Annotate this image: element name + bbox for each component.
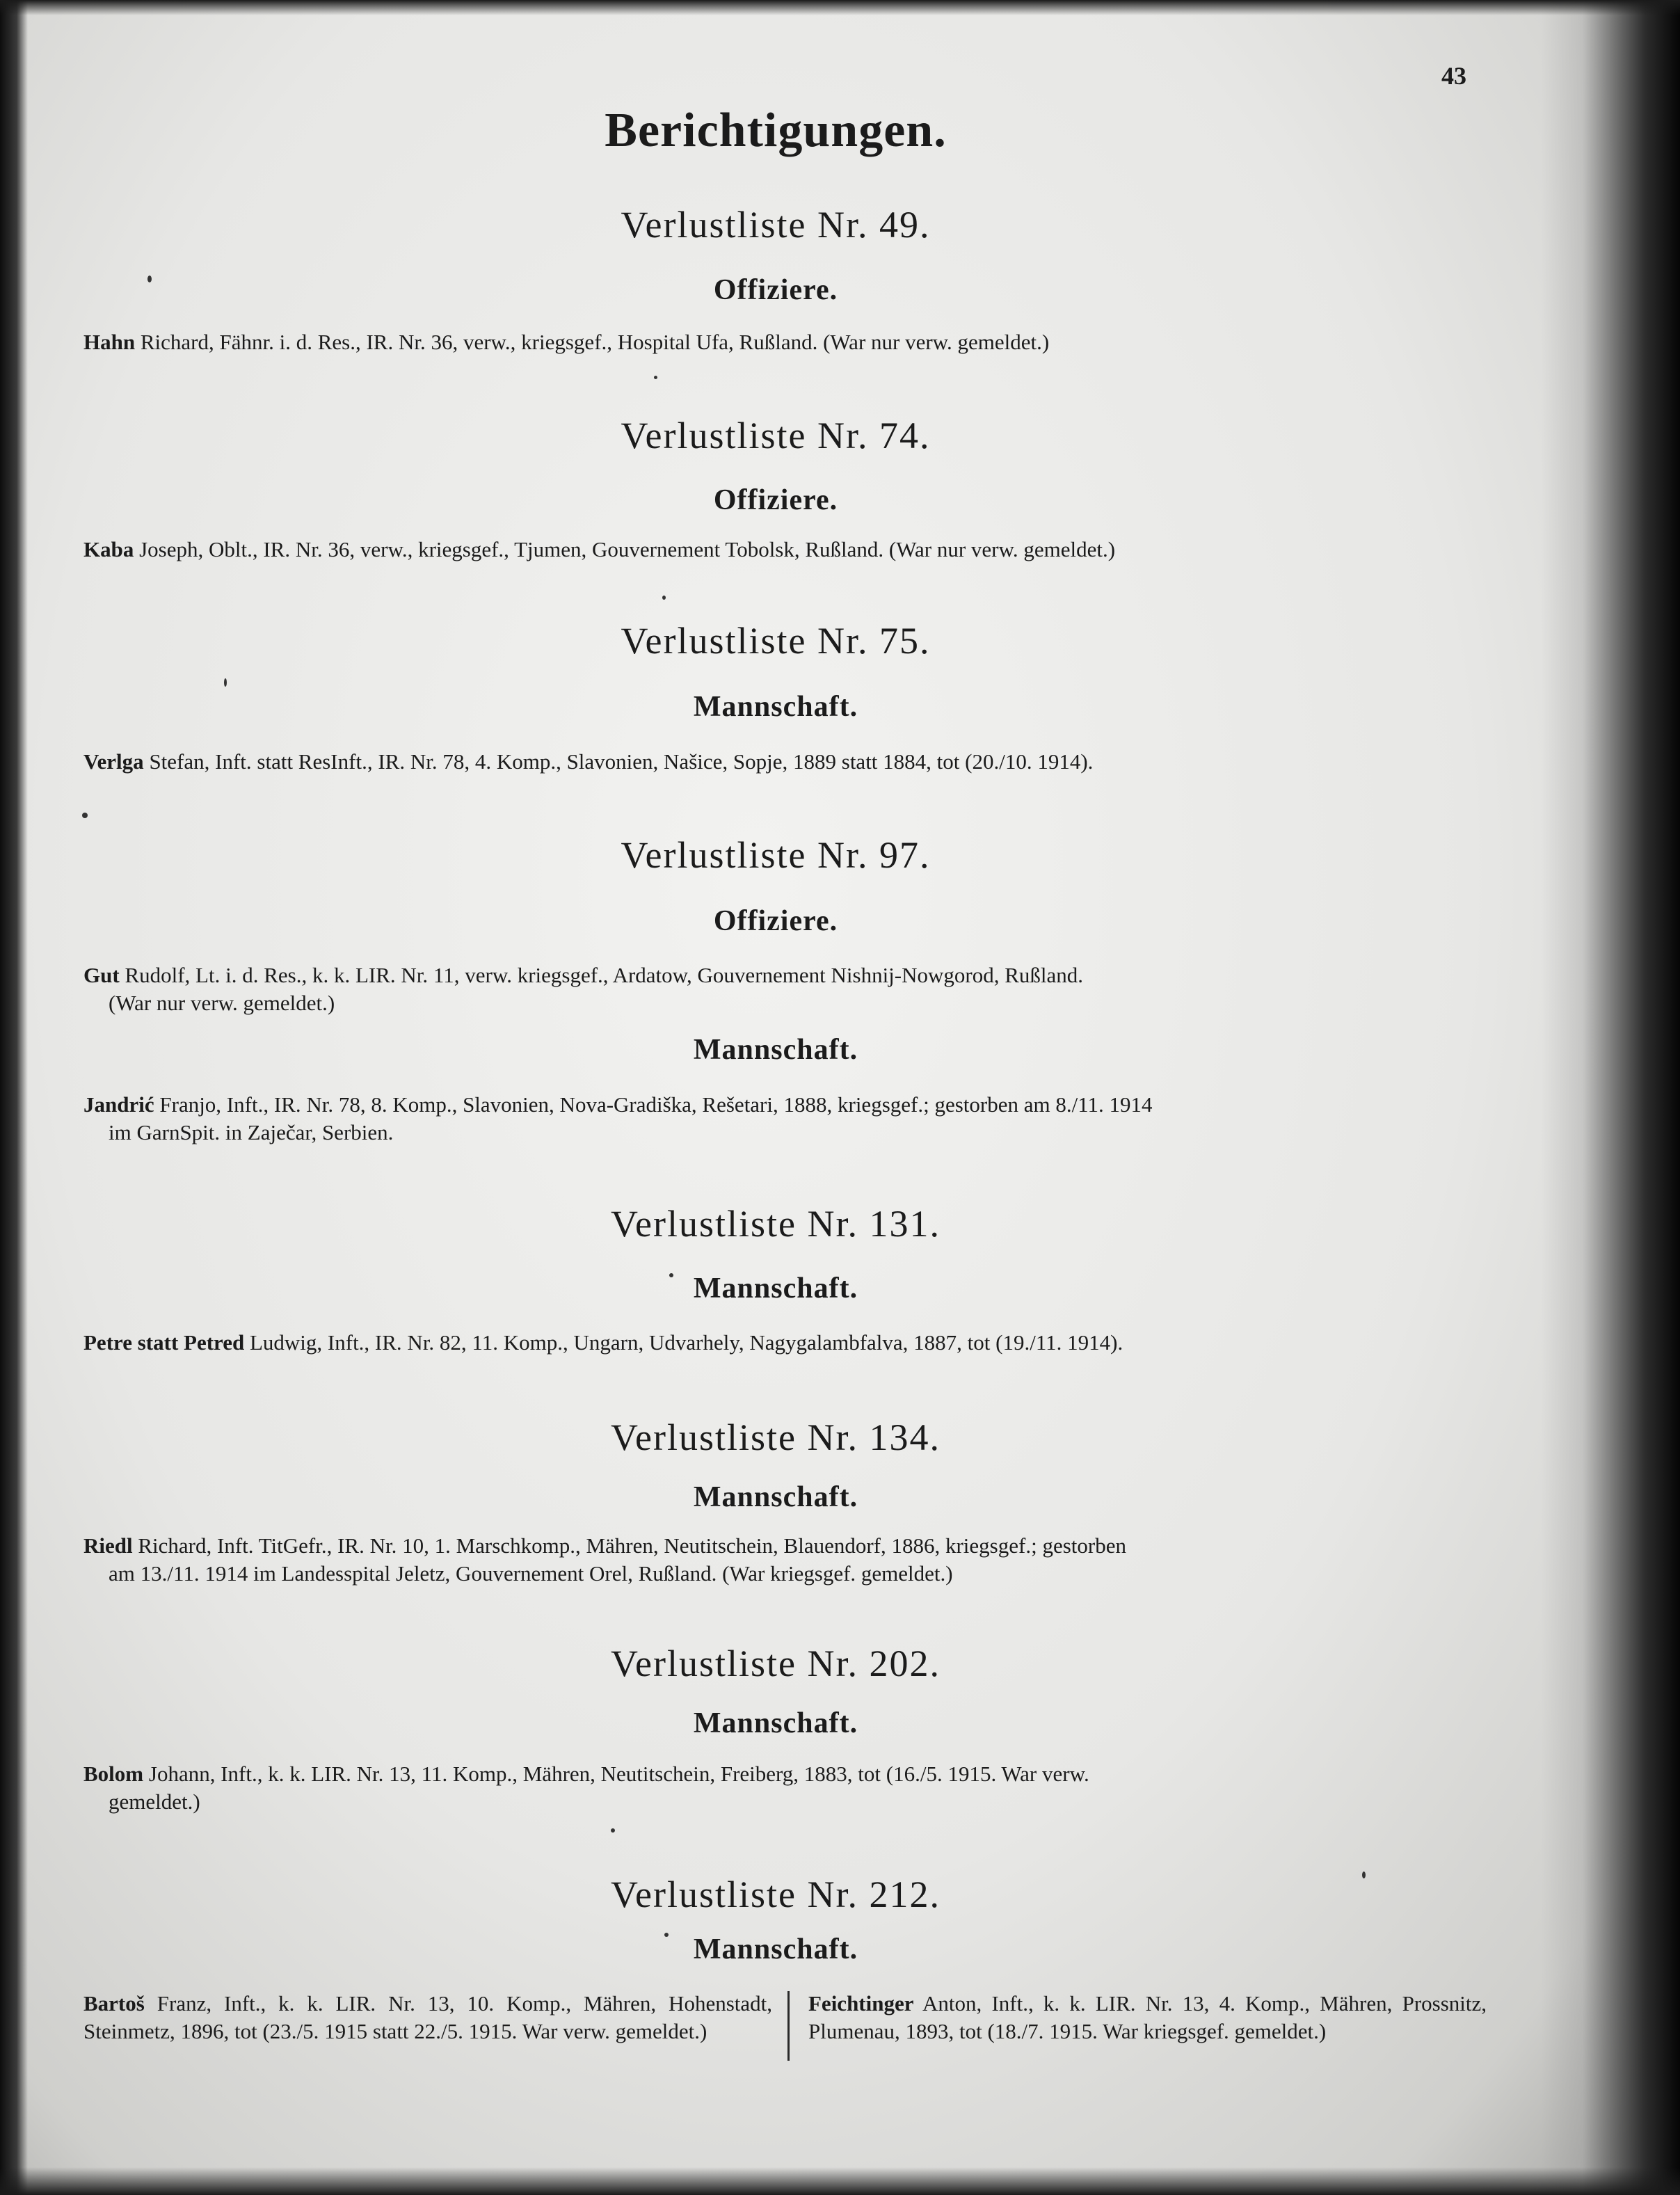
entry-name: Riedl	[83, 1533, 133, 1558]
section-heading: Verlustliste Nr. 97.	[621, 834, 931, 876]
entry-text: Rudolf, Lt. i. d. Res., k. k. LIR. Nr. 11, verw. kriegsgef., Ardatow, Gouvernement Nishnij-Nowgorod, Rußland.	[125, 963, 1084, 987]
entry-continuation: (War nur verw. gemeldet.)	[109, 991, 335, 1015]
section-heading: Verlustliste Nr. 212.	[611, 1874, 941, 1915]
list-entry	[83, 328, 1482, 356]
category-heading: Mannschaft.	[693, 1481, 858, 1513]
category-heading: Offiziere.	[713, 274, 838, 306]
entry-text: Johann, Inft., k. k. LIR. Nr. 13, 11. Komp., Mähren, Neutitschein, Freiberg, 1883, tot (16./5. 1915. War verw.	[148, 1762, 1089, 1786]
scan-speck	[224, 678, 227, 687]
scan-speck	[662, 596, 666, 600]
list-entry	[83, 1091, 1482, 1147]
entry-text: Ludwig, Inft., IR. Nr. 82, 11. Komp., Ungarn, Udvarhely, Nagygalambfalva, 1887, tot (19./11. 1914).	[249, 1330, 1123, 1355]
list-entry	[83, 961, 1482, 1017]
section-heading: Verlustliste Nr. 202.	[611, 1643, 941, 1684]
entry-name: Petre statt Petred	[83, 1330, 245, 1355]
entry-continuation: am 13./11. 1914 im Landesspital Jeletz, Gouvernement Orel, Rußland. (War kriegsgef. gemeldet.)	[109, 1561, 953, 1586]
entry-name: Bolom	[83, 1762, 144, 1786]
entry-name: Feichtinger	[808, 1991, 914, 2016]
scan-speck	[664, 1933, 669, 1937]
entry-name: Hahn	[83, 330, 136, 354]
category-heading: Offiziere.	[713, 905, 838, 937]
category-heading: Mannschaft.	[693, 1034, 858, 1066]
list-entry	[83, 1532, 1482, 1588]
page-number: 43	[1441, 62, 1466, 90]
scan-speck	[82, 813, 88, 818]
list-entry	[83, 536, 1482, 564]
entry-continuation: im GarnSpit. in Zaječar, Serbien.	[109, 1120, 394, 1144]
list-entry-left-column	[83, 1990, 772, 2045]
entry-text: Anton, Inft., k. k. LIR. Nr. 13, 4. Komp., Mähren, Prossnitz, Plumenau, 1893, tot (18./7. 1915. War kriegsgef. gemeldet.)	[808, 1991, 1487, 2043]
category-heading: Offiziere.	[713, 484, 838, 516]
entry-name: Gut	[83, 963, 120, 987]
entry-name: Bartoš	[83, 1991, 145, 2016]
scan-edge-left	[0, 0, 28, 2195]
column-divider	[787, 1991, 790, 2061]
entry-text: Richard, Inft. TitGefr., IR. Nr. 10, 1. Marschkomp., Mähren, Neutitschein, Blauendorf, 1886, kriegsgef.; gestorben	[138, 1533, 1126, 1558]
scan-speck	[654, 376, 657, 379]
entry-name: Verlga	[83, 749, 144, 774]
scan-edge-right	[1541, 0, 1680, 2195]
category-heading: Mannschaft.	[693, 691, 858, 723]
section-heading: Verlustliste Nr. 49.	[621, 204, 931, 246]
list-entry-right-column	[808, 1990, 1487, 2045]
section-heading: Verlustliste Nr. 75.	[621, 620, 931, 662]
scan-edge-bottom	[0, 2167, 1680, 2195]
scan-speck	[147, 276, 152, 282]
entry-text: Franz, Inft., k. k. LIR. Nr. 13, 10. Komp., Mähren, Hohenstadt, Steinmetz, 1896, tot (23./5. 1915 statt 22./5. 1915. War verw. gemeldet.)	[83, 1991, 772, 2043]
scan-speck	[1362, 1871, 1366, 1878]
entry-text: Franjo, Inft., IR. Nr. 78, 8. Komp., Slavonien, Nova-Gradiška, Rešetari, 1888, kriegsgef.; gestorben am 8./11. 1914	[159, 1092, 1153, 1117]
category-heading: Mannschaft.	[693, 1272, 858, 1304]
entry-name: Jandrić	[83, 1092, 154, 1117]
section-heading: Verlustliste Nr. 134.	[611, 1416, 941, 1458]
list-entry	[83, 1760, 1482, 1816]
category-heading: Mannschaft.	[693, 1933, 858, 1965]
scan-speck	[669, 1273, 673, 1277]
section-heading: Verlustliste Nr. 74.	[621, 415, 931, 456]
category-heading: Mannschaft.	[693, 1707, 858, 1739]
section-heading: Verlustliste Nr. 131.	[611, 1203, 941, 1245]
scan-edge-top	[0, 0, 1680, 15]
entry-name: Kaba	[83, 537, 134, 561]
entry-text: Stefan, Inft. statt ResInft., IR. Nr. 78, 4. Komp., Slavonien, Našice, Sopje, 1889 statt 1884, tot (20./10. 1914).	[149, 749, 1094, 774]
entry-continuation: gemeldet.)	[109, 1789, 200, 1814]
scan-speck	[611, 1828, 615, 1833]
page-title: Berichtigungen.	[605, 104, 947, 157]
entry-text: Joseph, Oblt., IR. Nr. 36, verw., kriegsgef., Tjumen, Gouvernement Tobolsk, Rußland. (War nur verw. gemeldet.)	[139, 537, 1116, 561]
entry-text: Richard, Fähnr. i. d. Res., IR. Nr. 36, verw., kriegsgef., Hospital Ufa, Rußland. (War nur verw. gemeldet.)	[140, 330, 1050, 354]
list-entry	[83, 1329, 1482, 1357]
list-entry	[83, 748, 1482, 776]
